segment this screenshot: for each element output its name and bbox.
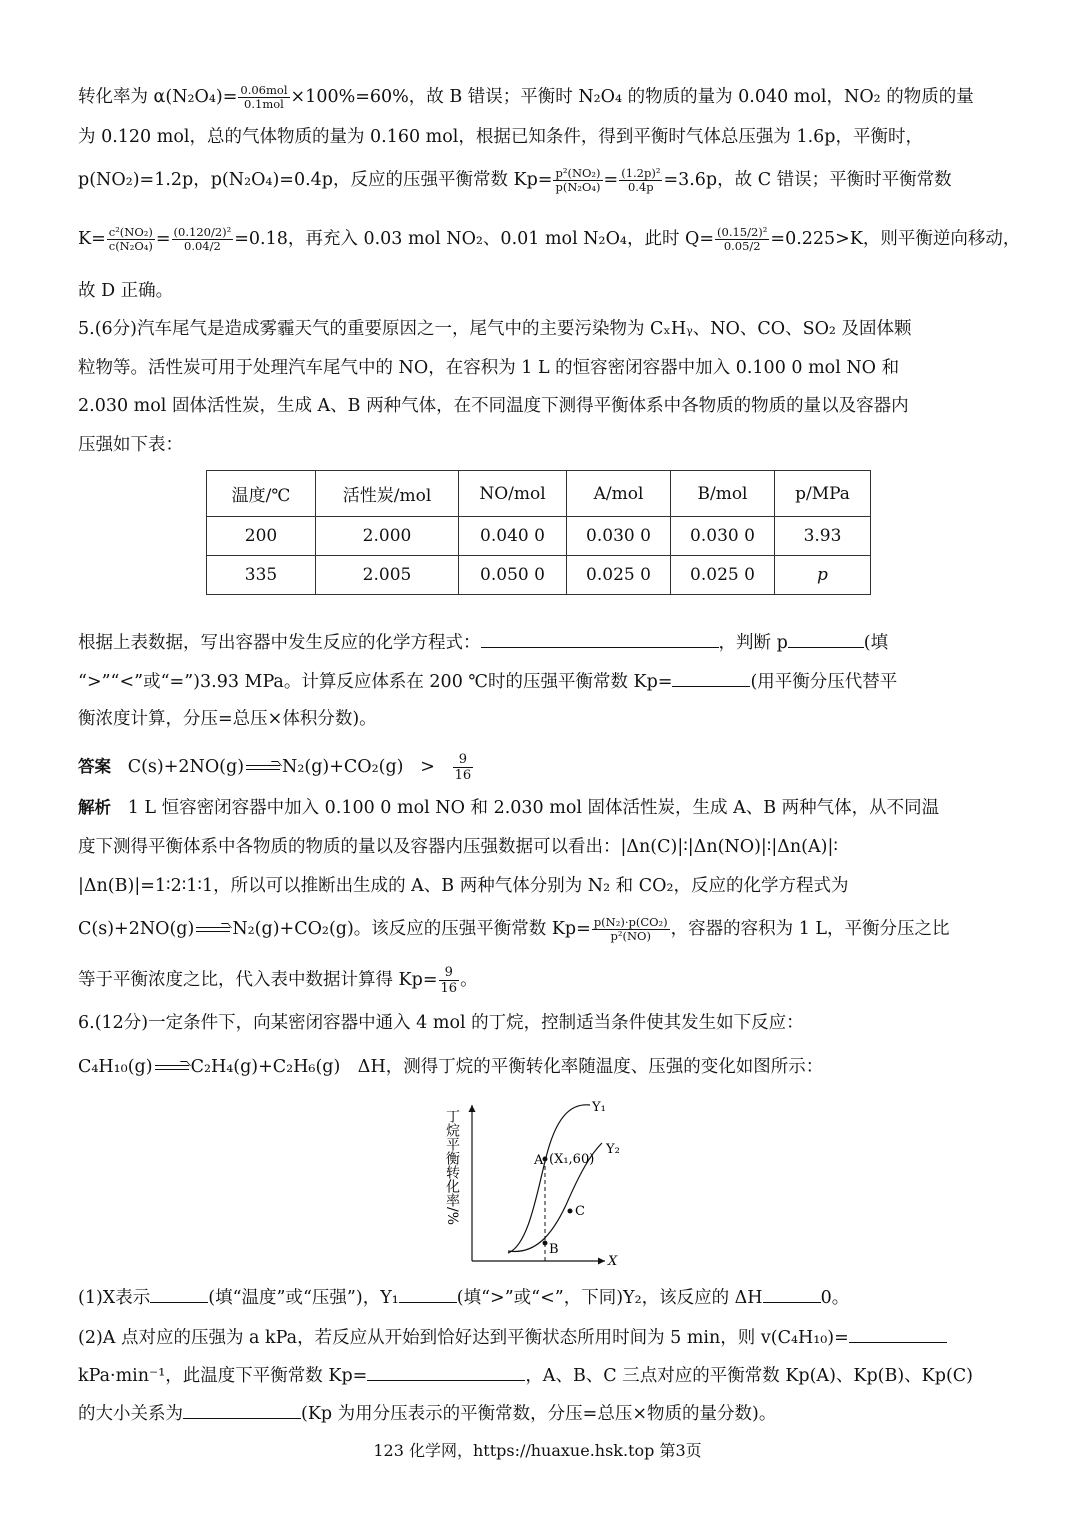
text: = [603,170,619,190]
page-footer: 123 化学网，https://huaxue.hsk.top 第3页 [373,1441,702,1460]
fraction [172,226,234,253]
question-5-line [78,629,998,656]
text: K= [78,229,106,249]
text: ，判断 p [718,633,788,653]
text: 故 D 正确。 [78,281,174,301]
text: 转化率为 α(N₂O₄)= [78,87,238,107]
equilibrium-arrow-icon [246,763,280,773]
point-c-label: C [575,1204,585,1219]
text: 压强如下表： [78,435,183,455]
text: (2)A 点对应的压强为 a kPa，若反应从开始到恰好达到平衡状态所用时间为 5 min，则 v(C₄H₁₀)= [78,1328,849,1348]
answer-label: 答案 [78,757,111,776]
explanation-line [78,834,998,860]
fraction-numerator: (1.2p)² [621,166,661,180]
y-axis-label: 丁烷平衡转化率/% [444,1109,460,1226]
question-5-line [78,316,998,342]
fraction [619,167,662,194]
text: (1)X表示 [78,1288,151,1308]
text: C₄H₁₀(g) [78,1057,153,1077]
question-5-line [78,355,998,381]
text: 度下测得平衡体系中各物质的物质的量以及容器内压强数据可以看出：|Δn(C)|∶|Δn(NO)|∶|Δn(A)|∶ [78,837,838,857]
question-5-line [78,393,998,419]
text: (填“>”或“<”，下同)Y₂，该反应的 ΔH [456,1288,763,1308]
text: C(s)+2NO(g) [127,757,245,777]
question-6-line [78,1324,998,1351]
text: |Δn(B)|=1∶2∶1∶1，所以可以推断出生成的 A、B 两种气体分别为 N₂ 和 CO₂，反应的化学方程式为 [78,876,849,896]
answer-blank[interactable] [481,629,719,648]
answer-blank[interactable] [849,1324,947,1343]
text-line [78,124,998,150]
table-cell: 2.000 [316,517,459,556]
point-b-marker [543,1241,548,1246]
text: N₂(g)+CO₂(g) [282,757,404,777]
text: 的大小关系为 [78,1404,183,1424]
text: 6.(12分)一定条件下，向某密闭容器中通入 4 mol 的丁烷，控制适当条件使其发生如下反应： [78,1013,804,1033]
text: 。 [460,970,478,990]
fraction [107,226,155,253]
fraction [715,226,769,253]
fraction [592,916,670,943]
text-line [78,84,998,111]
data-table [206,470,871,595]
fraction-numerator: p(N₂)·p(CO₂) [593,915,668,929]
text: =0.225>K，则平衡逆向移动， [770,229,1021,249]
equilibrium-arrow-icon [196,925,230,935]
explanation-label: 解析 [78,798,111,817]
answer-blank[interactable] [183,1400,301,1419]
text: (填 [863,633,889,653]
question-5-line [78,706,998,732]
explanation-line [78,795,998,821]
fraction-numerator: (0.120/2)² [173,225,232,239]
text: kPa·min⁻¹，此温度下平衡常数 Kp= [78,1366,368,1386]
text: ，A、B、C 三点对应的平衡常数 Kp(A)、Kp(B)、Kp(C) [525,1366,974,1386]
text: 衡浓度计算，分压=总压×体积分数)。 [78,709,377,729]
fraction-denominator: 16 [440,981,458,996]
table-cell: 2.005 [316,556,459,595]
point-b-label: B [549,1242,559,1257]
table-header-cell: 活性炭/mol [316,471,459,517]
explanation-line [78,965,998,996]
question-6-line [78,1284,998,1311]
text: “>”“<”或“=”)3.93 MPa。计算反应体系在 200 ℃时的压强平衡常数 Kp= [78,672,673,692]
fraction-numerator: p²(NO₂) [555,166,601,180]
text: 为 0.120 mol，总的气体物质的量为 0.160 mol，根据已知条件，得到平衡时气体总压强为 1.6p，平衡时， [78,127,923,147]
text: 等于平衡浓度之比，代入表中数据计算得 Kp= [78,970,438,990]
text: 2.030 mol 固体活性炭，生成 A、B 两种气体，在不同温度下测得平衡体系中各物质的物质的量以及容器内 [78,396,909,416]
text: 5.(6分)汽车尾气是造成雾霾天气的重要原因之一，尾气中的主要污染物为 CₓHᵧ、NO、CO、SO₂ 及固体颗 [78,319,912,339]
table-cell: 0.030 0 [671,517,775,556]
question-6-line [78,1054,998,1080]
fraction-numerator: 9 [439,965,460,981]
fraction [553,167,602,194]
answer-blank[interactable] [788,629,864,648]
fraction-denominator: p(N₂O₄) [555,180,601,194]
text: 根据上表数据，写出容器中发生反应的化学方程式： [78,633,481,653]
fraction-denominator: 0.04/2 [184,239,221,253]
fraction-denominator: 0.05/2 [723,239,761,253]
table-header-cell: NO/mol [459,471,567,517]
table-cell: 0.050 0 [459,556,567,595]
text: 粒物等。活性炭可用于处理汽车尾气中的 NO，在容积为 1 L 的恒容密闭容器中加入 0.100 0 mol NO 和 [78,358,900,378]
fraction [453,752,474,783]
text-line [78,167,998,194]
text: C(s)+2NO(g) [78,919,195,939]
fraction-numerator: 0.06mol [240,83,288,97]
fraction-denominator: 16 [454,768,472,783]
text: C₂H₄(g)+C₂H₆(g) ΔH，测得丁烷的平衡转化率随温度、压强的变化如图所示： [190,1057,824,1077]
fraction [439,965,460,996]
y1-label: Y₁ [592,1100,606,1115]
text: ，容器的容积为 1 L，平衡分压之比 [670,919,950,939]
point-a-label: A [534,1153,544,1168]
text: =3.6p，故 C 错误；平衡时平衡常数 [663,170,952,190]
table-cell: 0.025 0 [567,556,671,595]
table-row [207,517,871,556]
table-cell: 3.93 [775,517,871,556]
text: (用平衡分压代替平 [750,672,898,692]
table-cell: 0.025 0 [671,556,775,595]
text: (Kp 为用分压表示的平衡常数，分压=总压×物质的量分数)。 [301,1404,777,1424]
answer-blank[interactable] [150,1284,208,1303]
fraction-numerator: 9 [453,752,474,768]
table-row [207,556,871,595]
table-cell: 335 [207,556,316,595]
equilibrium-arrow-icon [155,1063,189,1073]
table-cell: 0.040 0 [459,517,567,556]
answer-blank[interactable] [672,668,750,687]
answer-blank[interactable] [763,1284,821,1303]
question-6-line [78,1400,998,1427]
text: > [420,757,435,777]
text-line [78,278,998,304]
fraction-denominator: 0.4p [627,180,654,194]
text: ×100%=60%，故 B 错误；平衡时 N₂O₄ 的物质的量为 0.040 mol，NO₂ 的物质的量 [290,87,974,107]
text-line: K= $\frac{\text{c²(NO₂)}}{\text{c(N₂O₄)}}$ = $\frac{\text{(0.120/2)²}}{0.04/2}$ =0.18，再充入 0.03 mol NO₂、0.01 mol N₂O₄，此时 Q= $\frac{\text{(0.15/2)²}}{0.05/2}$ =0.225>K，则平衡逆向移动， [78,225,1021,253]
table-header-row [207,471,871,517]
answer-line [78,752,998,783]
fraction [238,84,289,111]
text: =0.18，再充入 0.03 mol NO₂、0.01 mol N₂O₄，此时 Q= [234,229,715,249]
point-a-coord-label: (X₁,60) [549,1152,595,1167]
fraction-denominator: 0.1mol [244,97,284,111]
explanation-line [78,873,998,899]
table-header-cell: A/mol [567,471,671,517]
explanation-line [78,916,998,943]
table-cell: 200 [207,517,316,556]
table-cell: p [775,556,871,595]
fraction-numerator: c²(NO₂) [108,225,153,239]
point-c-marker [568,1209,573,1214]
text: 1 L 恒容密闭容器中加入 0.100 0 mol NO 和 2.030 mol 固体活性炭，生成 A、B 两种气体，从不同温 [127,798,940,818]
question-6-line [78,1010,998,1036]
answer-blank[interactable] [367,1362,525,1381]
table-header-cell: p/MPa [775,471,871,517]
question-5-line [78,432,998,458]
y2-label: Y₂ [606,1142,620,1157]
table-cell: 0.030 0 [567,517,671,556]
table-header-cell: B/mol [671,471,775,517]
question-6-line [78,1362,998,1389]
fraction-denominator: p²(NO) [610,929,651,943]
x-axis-label: X [608,1254,618,1269]
answer-blank[interactable] [399,1284,457,1303]
question-5-line [78,668,998,695]
conversion-graph [440,1095,640,1270]
text: p(NO₂)=1.2p，p(N₂O₄)=0.4p，反应的压强平衡常数 Kp= [78,170,553,190]
table-header-cell: 温度/℃ [207,471,316,517]
fraction-denominator: c(N₂O₄) [108,239,153,253]
fraction-numerator: (0.15/2)² [717,225,768,239]
text: (填“温度”或“压强”)，Y₁ [208,1288,399,1308]
text: 0。 [820,1288,850,1308]
text: N₂(g)+CO₂(g)。该反应的压强平衡常数 Kp= [232,919,591,939]
